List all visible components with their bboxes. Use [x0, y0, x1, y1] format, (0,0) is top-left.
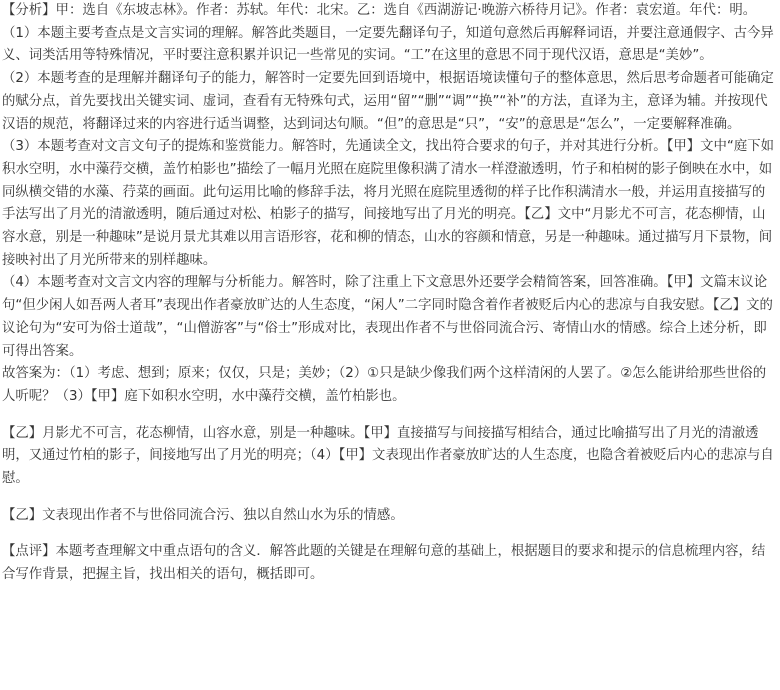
- comment-paragraph: 【点评】本题考查理解文中重点语句的含义．解答此题的关键是在理解句意的基础上，根据题目的要求和提示的信息梳理内容，结合写作背景，把握主旨，找出相关的语句，概括即可。: [2, 544, 766, 583]
- answer-continued-paragraph: 【乙】月影尤不可言，花态柳情，山容水意，别是一种趣味。【甲】直接描写与间接描写相结合，通过比喻描写出了月光的清澈透明，又通过竹柏的影子，间接地写出了月光的明亮；（4）【甲】文表现出作者豪放旷达的人生态度，也隐含着被贬后内心的悲凉与自慰。: [2, 425, 774, 487]
- paragraph-spacer: [2, 527, 778, 541]
- answer-paragraph: 故答案为：（1）考虑、想到；原来；仅仅，只是；美妙；（2）①只是缺少像我们两个这样清闲的人罢了。②怎么能讲给那些世俗的人听呢？（3）【甲】庭下如积水空明，水中藻荇交横，盖竹柏影也。: [2, 366, 767, 404]
- question-4-paragraph: （4）本题考查对文言文内容的理解与分析能力。解答时，除了注重上下文意思外还要学会精简答案，回答准确。【甲】文篇末议论句“但少闲人如吾两人者耳”表现出作者豪放旷达的人生态度，“闲人”二字同时隐含着作者被贬后内心的悲凉与自我安慰。【乙】文的议论句为“安可为俗士道哉”，“山僧游客”与“俗士”形成对比，表现出作者不与世俗同流合污、寄情山水的情感。综合上述分析，即可得出答案。: [2, 275, 773, 359]
- answer-final-paragraph: 【乙】文表现出作者不与世俗同流合污、独以自然山水为乐的情感。: [2, 507, 404, 523]
- question-1-paragraph: （1）本题主要考查点是文言实词的理解。解答此类题目，一定要先翻译句子，知道句意然后再解释词语，并要注意通假字、古今异义、词类活用等特殊情况，平时要注意积累并识记一些常见的实词。“工”在这里的意思不同于现代汉语，意思是“美妙”。: [2, 25, 774, 64]
- question-3-paragraph: （3）本题考查对文言文句子的提炼和鉴赏能力。解答时，先通读全文，找出符合要求的句子，并对其进行分析。【甲】文中“庭下如积水空明，水中藻荇交横，盖竹柏影也”描绘了一幅月光照在庭院里像积满了清水一样澄澈透明，竹子和柏树的影子倒映在水中，如同纵横交错的水藻、荇菜的画面。此句运用比喻的修辞手法，将月光照在庭院里透彻的样子比作积满清水一般，并运用直接描写的手法写出了月光的清澈透明，随后通过对松、柏影子的描写，间接地写出了月光的明亮。【乙】文中“月影尤不可言，花态柳情，山容水意，别是一种趣味”是说月景尤其难以用言语形容，花和柳的情态，山水的容颜和情意，另是一种趣味。通过描写月下景物，间接映衬出了月光所带来的别样趣味。: [2, 139, 775, 268]
- question-2-paragraph: （2）本题考查的是理解并翻译句子的能力，解答时一定要先回到语境中，根据语境读懂句子的整体意思，然后思考命题者可能确定的赋分点，首先要找出关键实词、虚词，查看有无特殊句式，运用“留”“删”“调”“换”“补”的方法，直译为主，意译为辅。并按现代汉语的规范，将翻译过来的内容进行适当调整，达到词达句顺。“但”的意思是“只”，“安”的意思是“怎么”，一定要解释准确。: [2, 71, 774, 132]
- paragraph-spacer: [2, 491, 778, 505]
- analysis-header-paragraph: 【分析】甲：选自《东坡志林》。作者：苏轼。年代：北宋。乙：选自《西湖游记·晚游六桥待月记》。作者：袁宏道。年代：明。: [2, 3, 757, 18]
- paragraph-spacer: [2, 409, 778, 423]
